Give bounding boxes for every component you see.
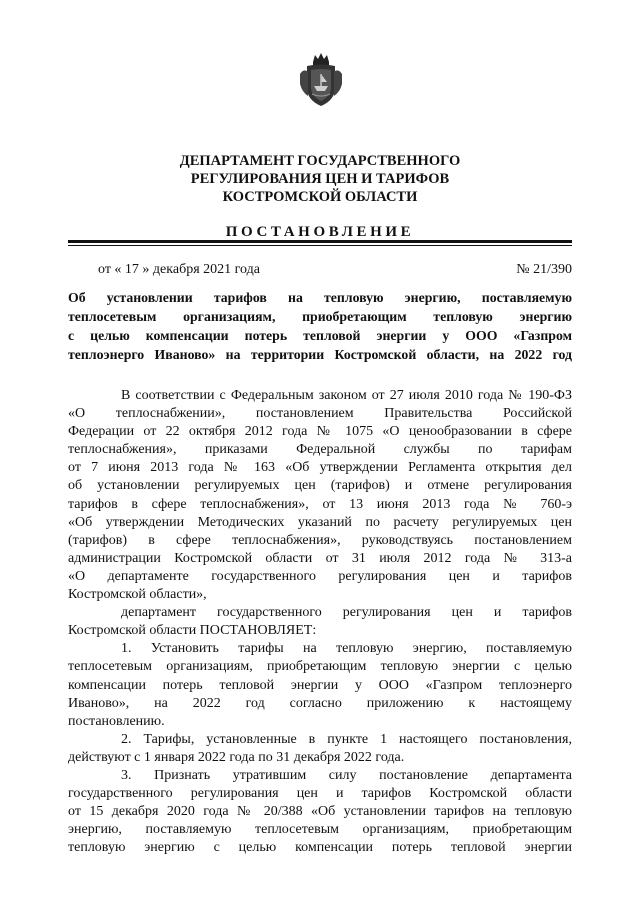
body-line: энергию, поставляемую теплосетевым организациям, приобретающим [68,822,572,838]
body-line: от 15 декабря 2020 года № 20/388 «Об установлении тарифов на тепловую [68,804,572,820]
document-type-title: ПОСТАНОВЛЕНИЕ [225,224,415,240]
body-line: теплосетевым организациям, приобретающим тепловую энергии с целью [68,659,572,675]
document-body [68,387,572,857]
body-line: В соответствии с Федеральным законом от 27 июля 2010 года № 190-ФЗ [121,388,572,403]
header-divider [68,240,572,243]
body-line: теплоснабжения», приказами Федеральной службы по тарифам [68,442,572,458]
body-line: (тарифов) в сфере теплоснабжения», руководствуясь постановлением [68,532,572,548]
department-name [0,152,640,206]
subject-line: теплосетевым организациям, приобретающим тепловую энергию [68,309,572,324]
date-number-line [98,262,572,278]
body-line: тепловую энергию с целью компенсации потерь тепловой энергии [68,840,572,856]
body-line: «О теплоснабжении», постановлением Правительства Российской [68,406,572,422]
body-line: об установлении регулируемых цен (тарифов) и отмене регулирования [68,478,572,494]
document-subject [68,288,572,364]
body-line: «О департаменте государственного регулирования цен и тарифов [68,568,572,584]
department-line: ДЕПАРТАМЕНТ ГОСУДАРСТВЕННОГО [179,153,461,169]
subject-line: теплоэнерго Иваново» на территории Костромской области, на 2022 год [68,347,572,362]
body-line: департамент государственного регулирования цен и тарифов [121,605,572,621]
body-line: 1. Установить тарифы на тепловую энергию, поставляемую [121,641,572,657]
body-line: 2. Тарифы, установленные в пункте 1 настоящего постановления, [121,731,572,747]
body-line: государственного регулирования цен и тарифов Костромской области [68,786,572,802]
department-line: РЕГУЛИРОВАНИЯ ЦЕН И ТАРИФОВ [190,171,450,187]
coat-of-arms-emblem [298,52,344,108]
document-date: от « 17 » декабря 2021 года [98,262,260,277]
body-line: Костромской области», [68,587,207,603]
body-line: компенсации потерь тепловой энергии у ООО «Газпром теплоэнерго [68,677,572,693]
subject-line: Об установлении тарифов на тепловую энергию, поставляемую [68,290,572,305]
document-number: № 21/390 [516,262,572,277]
body-line: «Об утверждении Методических указаний по расчету регулируемых цен [68,514,572,530]
body-line: Иваново», на 2022 год согласно приложению к настоящему [68,695,572,711]
body-line: от 7 июня 2013 года № 163 «Об утверждении Регламента открытия дел [68,460,572,476]
body-line: Федерации от 22 октября 2012 года № 1075 «О ценообразовании в сфере [68,424,572,440]
subject-line: с целью компенсации потерь тепловой энергии у ООО «Газпром [68,328,572,343]
body-line: 3. Признать утратившим силу постановление департамента [121,767,572,783]
body-line: Костромской области ПОСТАНОВЛЯЕТ: [68,623,317,639]
body-line: тарифов в сфере теплоснабжения», от 13 июня 2013 года № 760-э [68,496,572,512]
body-line: постановлению. [68,713,165,729]
body-line: действуют с 1 января 2022 года по 31 декабря 2022 года. [68,749,405,765]
department-line: КОСТРОМСКОЙ ОБЛАСТИ [222,189,418,205]
header-divider-thin [68,245,572,246]
body-line: администрации Костромской области от 31 июля 2012 года № 313-а [68,550,572,566]
